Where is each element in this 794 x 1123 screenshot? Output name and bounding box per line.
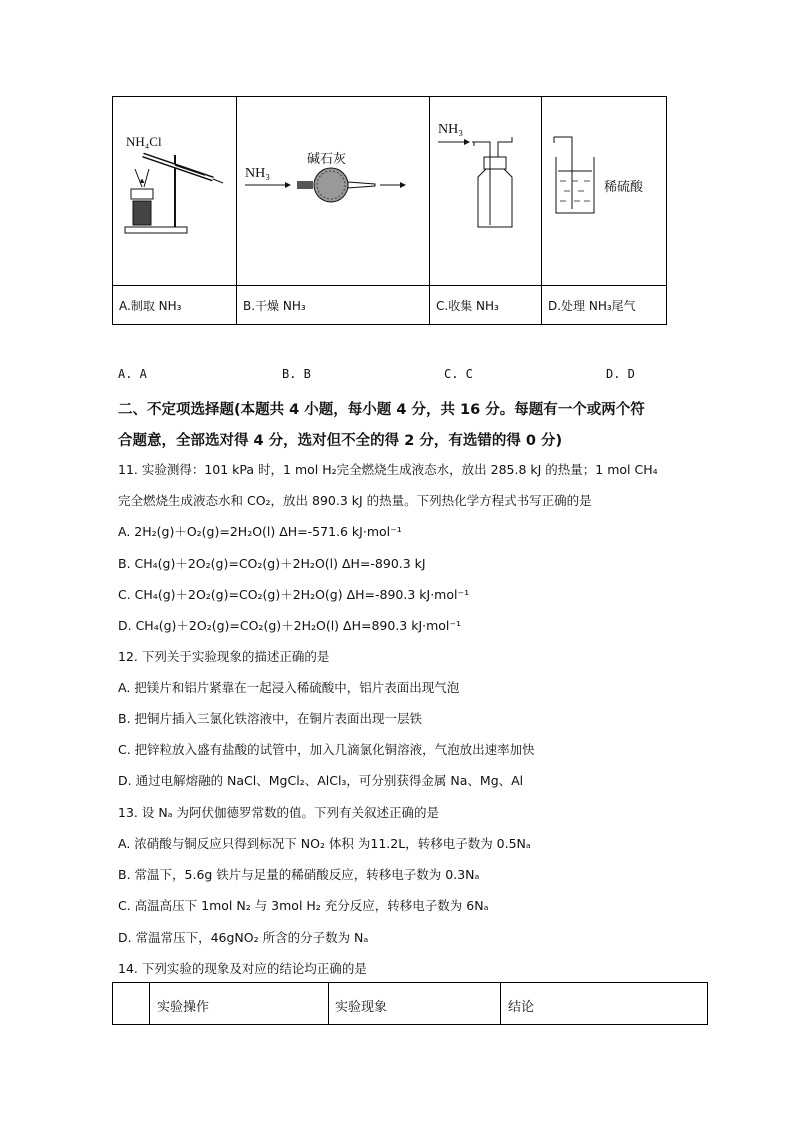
q12-option-b: B. 把铜片插入三氯化铁溶液中，在铜片表面出现一层铁 [118,711,423,726]
section-heading-line1: 二、不定项选择题(本题共 4 小题，每小题 4 分，共 16 分。每题有一个或两个符 [118,402,645,418]
q11-stem: 11. 实验测得：101 kPa 时，1 mol H₂完全燃烧生成液态水，放出 285.8 kJ 的热量；1 mol CH₄ [118,462,658,477]
q14-header-phenomenon: 实验现象 [335,1000,388,1015]
section-heading-line2: 合题意，全部选对得 4 分，选对但不全的得 2 分，有选错的得 0 分) [118,433,563,449]
q12-option-c: C. 把锌粒放入盛有盐酸的试管中，加入几滴氯化铜溶液，气泡放出速率加快 [118,742,535,757]
acid-absorption-beaker-diagram [542,97,668,285]
q11-option-c: C. CH₄(g)＋2O₂(g)=CO₂(g)＋2H₂O(g) ΔH=-890.3 kJ·mol⁻¹ [118,587,470,602]
q13-option-b: B. 常温下，5.6g 铁片与足量的稀硝酸反应，转移电子数为 0.3Nₐ [118,867,480,882]
q12-stem: 12. 下列关于实验现象的描述正确的是 [118,649,330,664]
d-acid-label: 稀硫酸 [604,180,644,195]
table-divider [328,983,329,1024]
table-divider [113,285,666,286]
a-reagent-label: NH₄Cl [126,134,162,149]
table-divider [500,983,501,1024]
q14-header-conclusion: 结论 [508,1000,535,1015]
caption-d: D.处理 NH₃尾气 [548,299,636,313]
q10-option-b: B. B [282,367,311,381]
q13-option-a: A. 浓硝酸与铜反应只得到标况下 NO₂ 体积 为11.2L，转移电子数为 0.5Nₐ [118,836,531,851]
q11-option-d: D. CH₄(g)＋2O₂(g)=CO₂(g)＋2H₂O(l) ΔH=890.3 kJ·mol⁻¹ [118,618,462,633]
q12-option-a: A. 把镁片和铝片紧靠在一起浸入稀硫酸中，铝片表面出现气泡 [118,680,460,695]
apparatus-table [112,96,667,325]
c-gas-label: NH₃ [438,122,464,137]
q13-option-d: D. 常温常压下，46gNO₂ 所含的分子数为 Nₐ [118,930,369,945]
q10-option-d: D. D [606,367,635,381]
q11-option-a: A. 2H₂(g)＋O₂(g)=2H₂O(l) ΔH=-571.6 kJ·mol⁻¹ [118,524,402,539]
q10-option-c: C. C [444,367,473,381]
q13-option-c: C. 高温高压下 1mol N₂ 与 3mol H₂ 充分反应，转移电子数为 6Nₐ [118,898,489,913]
b-gas-label: NH₃ [245,166,271,181]
caption-a: A.制取 NH₃ [119,299,182,313]
b-desiccant-label: 碱石灰 [307,152,347,167]
q12-option-d: D. 通过电解熔融的 NaCl、MgCl₂、AlCl₃，可分别获得金属 Na、Mg、Al [118,773,524,788]
caption-c: C.收集 NH₃ [436,299,499,313]
nh4cl-heating-apparatus-diagram [113,97,236,285]
q10-option-a: A. A [118,367,147,381]
q14-table-header [112,982,708,1025]
q14-stem: 14. 下列实验的现象及对应的结论均正确的是 [118,961,367,976]
drying-tube-diagram [237,97,429,285]
table-divider [149,983,150,1024]
q11-option-b: B. CH₄(g)＋2O₂(g)=CO₂(g)＋2H₂O(l) ΔH=-890.3 kJ [118,556,426,571]
q11-stem-cont: 完全燃烧生成液态水和 CO₂，放出 890.3 kJ 的热量。下列热化学方程式书写正确的是 [118,493,592,508]
caption-b: B.干燥 NH₃ [243,299,306,313]
q13-stem: 13. 设 Nₐ 为阿伏伽德罗常数的值。下列有关叙述正确的是 [118,805,440,820]
gas-collection-bottle-diagram [430,97,541,285]
q14-header-operation: 实验操作 [157,1000,210,1015]
